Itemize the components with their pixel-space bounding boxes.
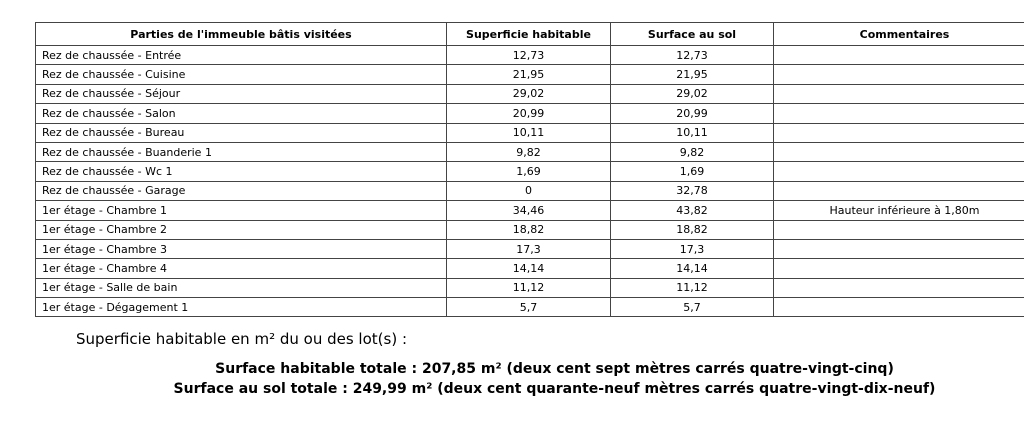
cell-piece: Rez de chaussée - Garage — [36, 181, 447, 200]
cell-surface-au-sol: 9,82 — [611, 142, 774, 161]
cell-superficie-habitable: 14,14 — [447, 259, 611, 278]
cell-commentaire — [774, 162, 1024, 181]
header-superficie-habitable: Superficie habitable — [447, 23, 611, 46]
table-row — [36, 239, 1024, 258]
cell-surface-au-sol: 14,14 — [611, 259, 774, 278]
header-commentaires: Commentaires — [774, 23, 1024, 46]
cell-piece: 1er étage - Chambre 4 — [36, 259, 447, 278]
cell-superficie-habitable: 34,46 — [447, 201, 611, 220]
cell-piece: Rez de chaussée - Cuisine — [36, 65, 447, 84]
cell-superficie-habitable: 18,82 — [447, 220, 611, 239]
header-parties: Parties de l'immeuble bâtis visitées — [36, 23, 447, 46]
cell-commentaire — [774, 65, 1024, 84]
cell-surface-au-sol: 17,3 — [611, 239, 774, 258]
cell-superficie-habitable: 20,99 — [447, 104, 611, 123]
table-row — [36, 84, 1024, 103]
table-row — [36, 65, 1024, 84]
summary-subtitle: Superficie habitable en m² du ou des lot(s) : — [76, 330, 407, 348]
cell-superficie-habitable: 12,73 — [447, 46, 611, 65]
cell-superficie-habitable: 11,12 — [447, 278, 611, 297]
cell-piece: 1er étage - Chambre 1 — [36, 201, 447, 220]
table-row — [36, 123, 1024, 142]
cell-surface-au-sol: 10,11 — [611, 123, 774, 142]
cell-surface-au-sol: 18,82 — [611, 220, 774, 239]
cell-commentaire — [774, 84, 1024, 103]
cell-piece: 1er étage - Chambre 3 — [36, 239, 447, 258]
table-row — [36, 162, 1024, 181]
cell-piece: Rez de chaussée - Buanderie 1 — [36, 142, 447, 161]
cell-surface-au-sol: 21,95 — [611, 65, 774, 84]
cell-superficie-habitable: 5,7 — [447, 298, 611, 317]
cell-piece: Rez de chaussée - Bureau — [36, 123, 447, 142]
header-surface-au-sol: Surface au sol — [611, 23, 774, 46]
cell-surface-au-sol: 1,69 — [611, 162, 774, 181]
cell-piece: Rez de chaussée - Séjour — [36, 84, 447, 103]
table-row — [36, 278, 1024, 297]
cell-piece: 1er étage - Chambre 2 — [36, 220, 447, 239]
table-row — [36, 142, 1024, 161]
cell-surface-au-sol: 29,02 — [611, 84, 774, 103]
surface-table-container — [35, 22, 1024, 317]
table-row — [36, 104, 1024, 123]
cell-surface-au-sol: 12,73 — [611, 46, 774, 65]
cell-piece: 1er étage - Dégagement 1 — [36, 298, 447, 317]
cell-superficie-habitable: 29,02 — [447, 84, 611, 103]
table-row — [36, 259, 1024, 278]
cell-superficie-habitable: 0 — [447, 181, 611, 200]
totals-block — [0, 359, 1024, 399]
cell-surface-au-sol: 32,78 — [611, 181, 774, 200]
cell-surface-au-sol: 11,12 — [611, 278, 774, 297]
cell-commentaire — [774, 220, 1024, 239]
cell-commentaire — [774, 259, 1024, 278]
table-row — [36, 298, 1024, 317]
cell-commentaire — [774, 142, 1024, 161]
total-sol: Surface au sol totale : 249,99 m² (deux cent quarante-neuf mètres carrés quatre-vingt-dix-neuf) — [173, 381, 936, 397]
cell-piece: Rez de chaussée - Salon — [36, 104, 447, 123]
cell-piece: Rez de chaussée - Wc 1 — [36, 162, 447, 181]
cell-piece: 1er étage - Salle de bain — [36, 278, 447, 297]
cell-commentaire — [774, 278, 1024, 297]
cell-commentaire — [774, 181, 1024, 200]
table-row — [36, 201, 1024, 220]
cell-superficie-habitable: 1,69 — [447, 162, 611, 181]
cell-commentaire — [774, 298, 1024, 317]
cell-superficie-habitable: 10,11 — [447, 123, 611, 142]
cell-commentaire — [774, 104, 1024, 123]
cell-piece: Rez de chaussée - Entrée — [36, 46, 447, 65]
cell-commentaire — [774, 46, 1024, 65]
cell-surface-au-sol: 43,82 — [611, 201, 774, 220]
cell-surface-au-sol: 5,7 — [611, 298, 774, 317]
cell-surface-au-sol: 20,99 — [611, 104, 774, 123]
table-header-row — [36, 23, 1024, 46]
table-row — [36, 181, 1024, 200]
cell-commentaire: Hauteur inférieure à 1,80m — [774, 201, 1024, 220]
cell-superficie-habitable: 21,95 — [447, 65, 611, 84]
table-row — [36, 46, 1024, 65]
cell-commentaire — [774, 239, 1024, 258]
table-row — [36, 220, 1024, 239]
cell-commentaire — [774, 123, 1024, 142]
total-habitable: Surface habitable totale : 207,85 m² (deux cent sept mètres carrés quatre-vingt-cinq) — [215, 361, 894, 377]
surface-table — [35, 22, 1024, 317]
cell-superficie-habitable: 17,3 — [447, 239, 611, 258]
cell-superficie-habitable: 9,82 — [447, 142, 611, 161]
